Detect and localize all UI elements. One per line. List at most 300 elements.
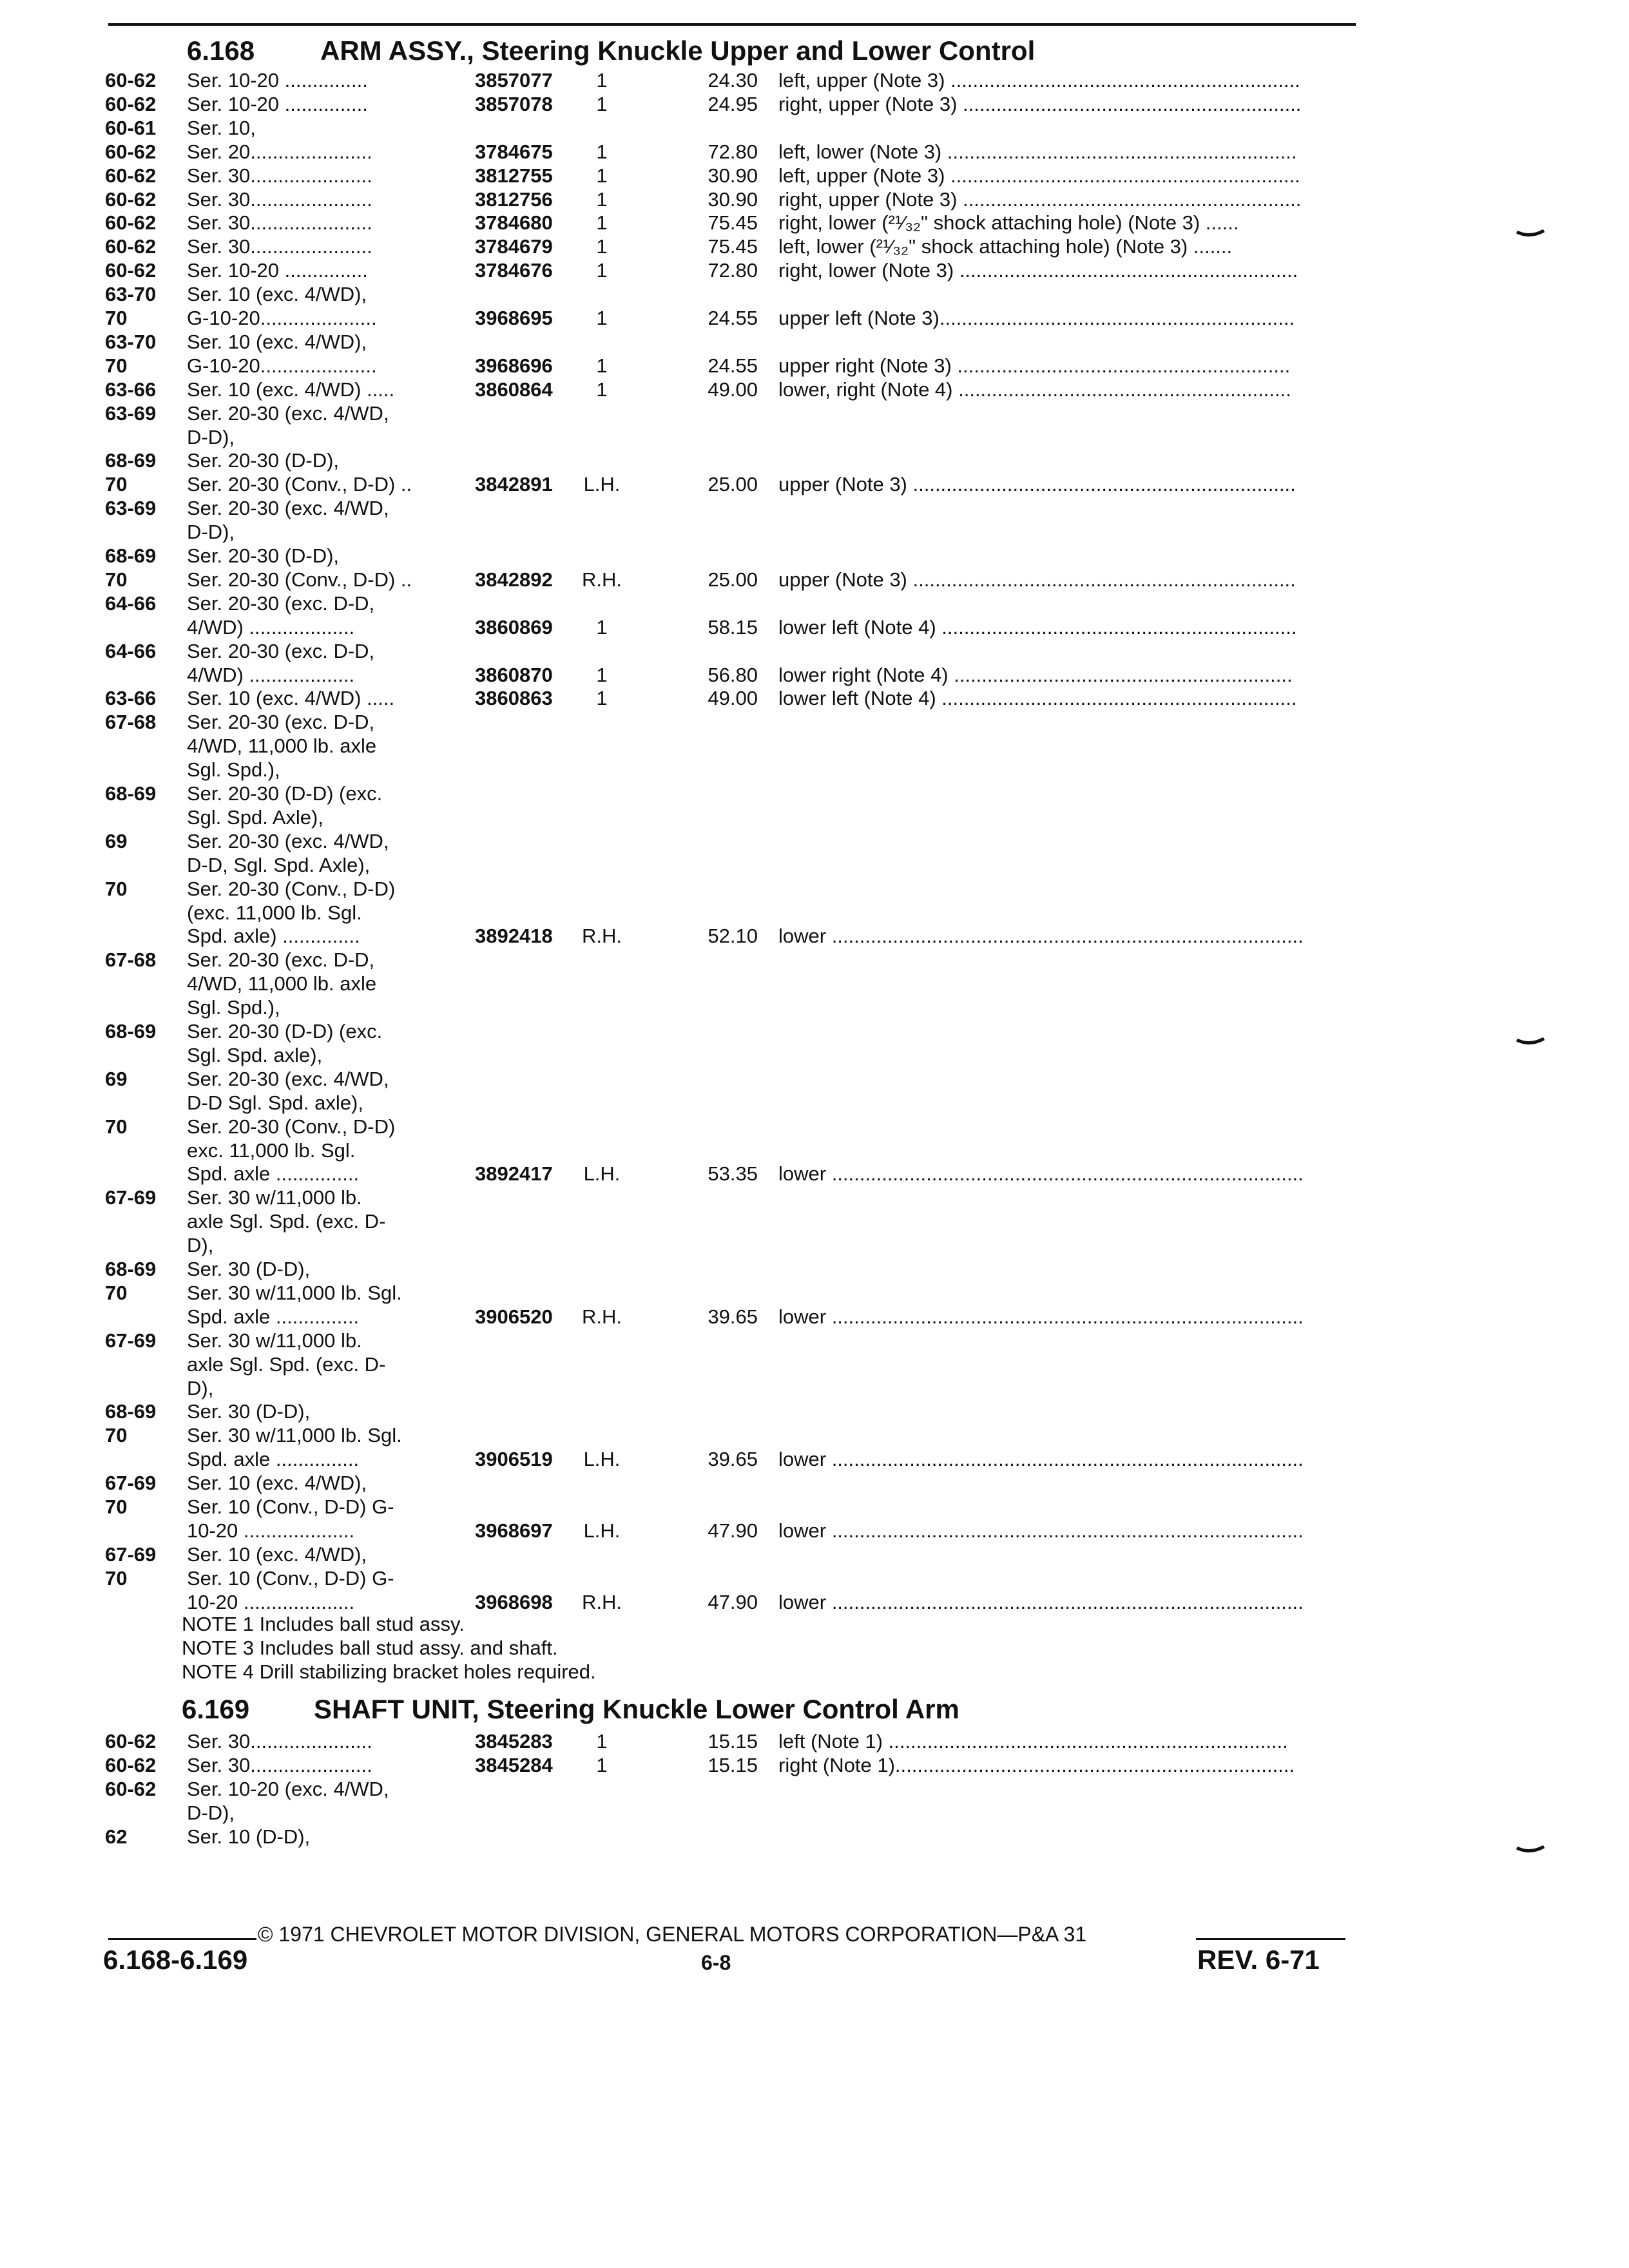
table-row [0,211,1629,235]
table-row [0,639,1629,663]
desc-cell: Ser. 20-30 (Conv., D-D) [187,1115,396,1138]
table-row [0,1329,1629,1352]
table-row [0,92,1629,116]
table-row [0,1209,1629,1233]
part-cell: 3906520 [475,1305,553,1328]
price-cell: 49.00 [708,378,758,401]
desc-cell: Ser. 20-30 (D-D), [187,544,340,567]
table-row [0,544,1629,568]
desc-cell: Sgl. Spd.), [187,996,280,1019]
note-line: NOTE 4 Drill stabilizing bracket holes required. [182,1660,596,1683]
year-cell: 70 [105,1495,128,1518]
desc-cell: exc. 11,000 lb. Sgl. [187,1139,356,1162]
year-cell: 64-66 [105,639,157,662]
table-row [0,1186,1629,1209]
table-row [0,1423,1629,1447]
table-row [0,1399,1629,1423]
remark-cell: lower ..................................................................................... [778,1519,1304,1542]
qty-cell: 1 [596,235,608,258]
part-cell: 3968698 [475,1590,553,1613]
table-row [0,829,1629,853]
desc-cell: Ser. 10-20 ............... [187,92,368,115]
table-row [0,520,1629,544]
price-cell: 24.95 [708,92,758,115]
qty-cell: R.H. [582,1590,622,1613]
remark-cell: lower ..................................................................................... [778,1448,1304,1471]
year-cell: 70 [105,877,128,900]
revision: REV. 6-71 [1197,1945,1320,1975]
year-cell: 68-69 [105,782,157,805]
desc-cell: D-D, Sgl. Spd. Axle), [187,853,371,876]
remark-cell: lower ..................................................................................... [778,1305,1304,1328]
year-cell: 68-69 [105,1020,157,1043]
table-row [0,1352,1629,1376]
desc-cell: 4/WD, 11,000 lb. axle [187,972,377,995]
price-cell: 75.45 [708,211,758,235]
desc-cell: Ser. 30 w/11,000 lb. [187,1186,362,1209]
desc-cell: Ser. 30...................... [187,235,372,258]
table-row [0,924,1629,948]
table-row [0,425,1629,449]
table-row [0,877,1629,901]
remark-cell: right (Note 1)........................................................................ [778,1753,1295,1776]
part-cell: 3857078 [475,92,553,115]
remark-cell: left, upper (Note 3) ............................................................... [778,69,1300,91]
part-cell: 3860864 [475,378,553,401]
table-row [0,1139,1629,1162]
note-line: NOTE 3 Includes ball stud assy. and shaft. [182,1637,558,1659]
part-cell: 3906519 [475,1448,553,1471]
desc-cell: Ser. 20-30 (exc. 4/WD, [187,497,389,520]
table-row [0,1091,1629,1115]
year-cell: 67-69 [105,1329,157,1352]
desc-cell: Ser. 30...................... [187,1730,372,1753]
part-cell: 3857077 [475,69,553,91]
price-cell: 47.90 [708,1590,758,1613]
remark-cell: lower left (Note 4) ................................................................ [778,615,1297,639]
year-cell: 68-69 [105,544,157,567]
part-cell: 3892418 [475,925,553,948]
section-heading [182,1692,1342,1727]
year-cell: 70 [105,1566,128,1590]
price-cell: 75.45 [708,235,758,258]
binding-mark [1516,1036,1545,1048]
year-cell: 67-69 [105,1186,157,1209]
table-row [0,1257,1629,1281]
table-row [0,1519,1629,1542]
year-cell: 68-69 [105,1400,157,1423]
table-row [0,1043,1629,1067]
table-row [0,282,1629,306]
desc-cell: Ser. 10 (exc. 4/WD), [187,330,367,353]
table-row [0,1825,1629,1849]
year-cell: 62 [105,1825,128,1848]
year-cell: 67-68 [105,948,157,972]
table-row [0,1067,1629,1091]
part-cell: 3784680 [475,211,553,235]
qty-cell: 1 [596,663,608,686]
price-cell: 72.80 [708,140,758,163]
desc-cell: Ser. 10 (exc. 4/WD), [187,1472,367,1495]
desc-cell: Sgl. Spd. axle), [187,1043,323,1066]
qty-cell: 1 [596,140,608,163]
price-cell: 25.00 [708,473,758,496]
table-row [0,1542,1629,1566]
qty-cell: L.H. [583,1519,621,1542]
desc-cell: Ser. 30...................... [187,187,372,211]
table-row [0,1162,1629,1186]
qty-cell: R.H. [582,1305,622,1328]
table-row [0,1305,1629,1329]
desc-cell: Ser. 10 (exc. 4/WD), [187,1542,367,1566]
remark-cell: right, upper (Note 3) ............................................................. [778,92,1302,115]
remark-cell: lower ..................................................................................... [778,1162,1304,1186]
year-cell: 60-62 [105,259,157,282]
desc-cell: Ser. 30...................... [187,211,372,235]
year-cell: 60-62 [105,92,157,115]
desc-cell: Spd. axle ............... [187,1305,360,1328]
table-row [0,164,1629,187]
desc-cell: D-D Sgl. Spd. axle), [187,1091,363,1114]
table-row [0,1801,1629,1825]
year-cell: 69 [105,829,128,852]
price-cell: 24.30 [708,69,758,91]
desc-cell: Ser. 10 (exc. 4/WD), [187,283,367,306]
binding-mark [1516,1844,1545,1856]
remark-cell: lower, right (Note 4) ............................................................ [778,378,1291,401]
desc-cell: Ser. 10-20 (exc. 4/WD, [187,1777,389,1800]
table-row [0,354,1629,378]
part-cell: 3784676 [475,259,553,282]
table-row [0,258,1629,282]
price-cell: 39.65 [708,1448,758,1471]
table-row [0,401,1629,425]
year-cell: 63-69 [105,497,157,520]
year-cell: 60-62 [105,140,157,163]
remark-cell: upper (Note 3) ..................................................................... [778,568,1296,591]
year-cell: 64-66 [105,591,157,615]
desc-cell: Ser. 30 w/11,000 lb. [187,1329,362,1352]
desc-cell: Ser. 20-30 (exc. 4/WD, [187,829,389,852]
desc-cell: Ser. 10 (Conv., D-D) G- [187,1495,394,1518]
qty-cell: R.H. [582,568,622,591]
desc-cell: Ser. 20...................... [187,140,372,163]
desc-cell: D-D), [187,425,235,448]
section-title: SHAFT UNIT, Steering Knuckle Lower Control Arm [314,1694,959,1724]
price-cell: 47.90 [708,1519,758,1542]
desc-cell: Ser. 20-30 (D-D) (exc. [187,1020,383,1043]
remark-cell: right, lower (²¹⁄₃₂" shock attaching hole) (Note 3) ...... [778,211,1239,235]
desc-cell: (exc. 11,000 lb. Sgl. [187,901,362,924]
part-cell: 3968696 [475,354,553,377]
desc-cell: Ser. 20-30 (Conv., D-D) .. [187,568,412,591]
desc-cell: axle Sgl. Spd. (exc. D- [187,1210,386,1233]
table-row [0,330,1629,354]
qty-cell: 1 [596,687,608,710]
year-cell: 60-62 [105,235,157,258]
remark-cell: lower right (Note 4) ............................................................. [778,663,1293,686]
price-cell: 56.80 [708,663,758,686]
table-row [0,1281,1629,1305]
table-row [0,853,1629,877]
remark-cell: left, lower (²¹⁄₃₂" shock attaching hole) (Note 3) ....... [778,235,1233,258]
part-cell: 3812755 [475,164,553,187]
qty-cell: 1 [596,1753,608,1776]
year-cell: 60-62 [105,1753,157,1776]
qty-cell: 1 [596,259,608,282]
table-row [0,782,1629,805]
table-row [0,116,1629,140]
year-cell: 67-69 [105,1542,157,1566]
table-row [0,1115,1629,1139]
table-row [0,1590,1629,1614]
remark-cell: left, lower (Note 3) ............................................................... [778,140,1297,163]
year-cell: 60-62 [105,1777,157,1800]
desc-cell: G-10-20..................... [187,307,377,329]
remark-cell: upper left (Note 3)................................................................ [778,307,1295,329]
year-cell: 70 [105,307,128,329]
desc-cell: 4/WD) ................... [187,615,355,639]
qty-cell: 1 [596,187,608,211]
table-row [0,472,1629,496]
part-cell: 3784675 [475,140,553,163]
section-title: ARM ASSY., Steering Knuckle Upper and Lower Control [320,35,1036,66]
desc-cell: Ser. 20-30 (Conv., D-D) .. [187,473,412,496]
section-heading [187,34,1347,68]
part-cell: 3968695 [475,307,553,329]
section-number: 6.168 [187,35,255,66]
part-cell: 3860869 [475,615,553,639]
year-cell: 68-69 [105,449,157,472]
desc-cell: Ser. 20-30 (exc. D-D, [187,639,375,662]
remark-cell: upper (Note 3) ..................................................................... [778,473,1296,496]
part-cell: 3845283 [475,1730,553,1753]
qty-cell: 1 [596,164,608,187]
year-cell: 70 [105,1115,128,1138]
year-cell: 60-62 [105,187,157,211]
year-cell: 67-68 [105,711,157,734]
year-cell: 63-66 [105,687,157,710]
table-row [0,686,1629,710]
remark-cell: lower left (Note 4) ................................................................ [778,687,1297,710]
desc-cell: Ser. 30 w/11,000 lb. Sgl. [187,1424,402,1447]
year-cell: 68-69 [105,1258,157,1280]
part-cell: 3968697 [475,1519,553,1542]
desc-cell: Ser. 10 (exc. 4/WD) ..... [187,378,395,401]
qty-cell: R.H. [582,925,622,948]
table-row [0,591,1629,615]
page-number: 6-8 [701,1951,731,1974]
table-row [0,1376,1629,1400]
desc-cell: Ser. 10-20 ............... [187,69,368,91]
table-row [0,140,1629,164]
price-cell: 72.80 [708,259,758,282]
price-cell: 15.15 [708,1753,758,1776]
table-row [0,235,1629,258]
table-row [0,1777,1629,1801]
year-cell: 63-69 [105,401,157,425]
qty-cell: 1 [596,1730,608,1753]
part-cell: 3842891 [475,473,553,496]
price-cell: 24.55 [708,354,758,377]
desc-cell: D-D), [187,1801,235,1824]
desc-cell: Ser. 10 (Conv., D-D) G- [187,1566,394,1590]
remark-cell: lower ..................................................................................... [778,925,1304,948]
qty-cell: L.H. [583,473,621,496]
qty-cell: 1 [596,307,608,329]
remark-cell: lower ..................................................................................... [778,1590,1304,1613]
table-row [0,710,1629,734]
price-cell: 58.15 [708,615,758,639]
table-row [0,1233,1629,1257]
year-cell: 70 [105,354,128,377]
section-range: 6.168-6.169 [103,1945,248,1975]
desc-cell: 10-20 .................... [187,1519,355,1542]
part-cell: 3860870 [475,663,553,686]
qty-cell: 1 [596,354,608,377]
part-cell: 3812756 [475,187,553,211]
table-row [0,1471,1629,1495]
desc-cell: axle Sgl. Spd. (exc. D- [187,1352,386,1376]
year-cell: 70 [105,1281,128,1304]
remark-cell: left, upper (Note 3) ............................................................... [778,164,1300,187]
part-cell: 3845284 [475,1753,553,1776]
table-row [0,995,1629,1019]
year-cell: 70 [105,568,128,591]
table-row [0,901,1629,925]
desc-cell: 4/WD, 11,000 lb. axle [187,735,377,758]
remark-cell: upper right (Note 3) ............................................................ [778,354,1291,377]
year-cell: 69 [105,1067,128,1090]
desc-cell: Sgl. Spd. Axle), [187,805,323,829]
footer-rule-left [108,1938,256,1940]
desc-cell: Spd. axle) .............. [187,925,360,948]
year-cell: 63-66 [105,378,157,401]
remark-cell: left (Note 1) ........................................................................ [778,1730,1288,1753]
desc-cell: Ser. 10 (exc. 4/WD) ..... [187,687,395,710]
qty-cell: L.H. [583,1162,621,1186]
copyright-line: © 1971 CHEVROLET MOTOR DIVISION, GENERAL MOTORS CORPORATION—P&A 31 [258,1923,1087,1946]
year-cell: 60-62 [105,164,157,187]
desc-cell: 4/WD) ................... [187,663,355,686]
desc-cell: Ser. 30...................... [187,1753,372,1776]
desc-cell: Ser. 30 (D-D), [187,1258,311,1280]
desc-cell: Ser. 30 (D-D), [187,1400,311,1423]
desc-cell: Ser. 30 w/11,000 lb. Sgl. [187,1281,402,1304]
note-line: NOTE 1 Includes ball stud assy. [182,1613,465,1635]
table-row [0,1729,1629,1753]
desc-cell: D), [187,1234,214,1257]
desc-cell: Ser. 20-30 (D-D), [187,449,340,472]
year-cell: 70 [105,1424,128,1447]
desc-cell: Ser. 20-30 (exc. D-D, [187,711,375,734]
desc-cell: Ser. 10 (D-D), [187,1825,311,1848]
price-cell: 49.00 [708,687,758,710]
desc-cell: Spd. axle ............... [187,1448,360,1471]
section-number: 6.169 [182,1694,250,1724]
table-row [0,306,1629,330]
year-cell: 67-69 [105,1472,157,1495]
table-row [0,948,1629,972]
desc-cell: 10-20 .................... [187,1590,355,1613]
price-cell: 53.35 [708,1162,758,1186]
binding-mark [1516,228,1545,240]
price-cell: 52.10 [708,925,758,948]
desc-cell: D-D), [187,521,235,544]
desc-cell: Sgl. Spd.), [187,758,280,782]
desc-cell: Ser. 10, [187,116,256,139]
qty-cell: 1 [596,211,608,235]
qty-cell: 1 [596,615,608,639]
table-row [0,448,1629,472]
qty-cell: 1 [596,378,608,401]
table-row [0,805,1629,829]
price-cell: 15.15 [708,1730,758,1753]
part-cell: 3784679 [475,235,553,258]
desc-cell: Ser. 20-30 (D-D) (exc. [187,782,383,805]
table-row [0,663,1629,687]
part-cell: 3892417 [475,1162,553,1186]
qty-cell: 1 [596,92,608,115]
price-cell: 30.90 [708,187,758,211]
table-row [0,1495,1629,1519]
desc-cell: Ser. 20-30 (exc. 4/WD, [187,1067,389,1090]
table-row [0,615,1629,639]
desc-cell: Ser. 10-20 ............... [187,259,368,282]
table-row [0,496,1629,520]
desc-cell: Ser. 20-30 (exc. D-D, [187,591,375,615]
part-cell: 3842892 [475,568,553,591]
table-row [0,1447,1629,1471]
year-cell: 70 [105,473,128,496]
table-row [0,68,1629,92]
table-row [0,378,1629,401]
table-row [0,1019,1629,1043]
part-cell: 3860863 [475,687,553,710]
price-cell: 39.65 [708,1305,758,1328]
table-row [0,972,1629,995]
desc-cell: G-10-20..................... [187,354,377,377]
desc-cell: Ser. 20-30 (exc. D-D, [187,948,375,972]
qty-cell: 1 [596,69,608,91]
table-row [0,1566,1629,1590]
remark-cell: right, upper (Note 3) ............................................................. [778,187,1302,211]
table-row [0,758,1629,782]
price-cell: 30.90 [708,164,758,187]
qty-cell: L.H. [583,1448,621,1471]
top-rule [108,23,1356,26]
table-row [0,734,1629,758]
price-cell: 25.00 [708,568,758,591]
desc-cell: Ser. 30...................... [187,164,372,187]
table-row [0,1753,1629,1777]
year-cell: 63-70 [105,283,157,306]
year-cell: 60-62 [105,69,157,91]
footer-rule-right [1196,1938,1345,1940]
year-cell: 63-70 [105,330,157,353]
year-cell: 60-61 [105,116,157,139]
year-cell: 60-62 [105,211,157,235]
desc-cell: Spd. axle ............... [187,1162,360,1186]
remark-cell: right, lower (Note 3) ............................................................. [778,259,1298,282]
desc-cell: Ser. 20-30 (Conv., D-D) [187,877,396,900]
desc-cell: D), [187,1376,214,1399]
table-row [0,187,1629,211]
table-row [0,568,1629,591]
price-cell: 24.55 [708,307,758,329]
year-cell: 60-62 [105,1730,157,1753]
desc-cell: Ser. 20-30 (exc. 4/WD, [187,401,389,425]
